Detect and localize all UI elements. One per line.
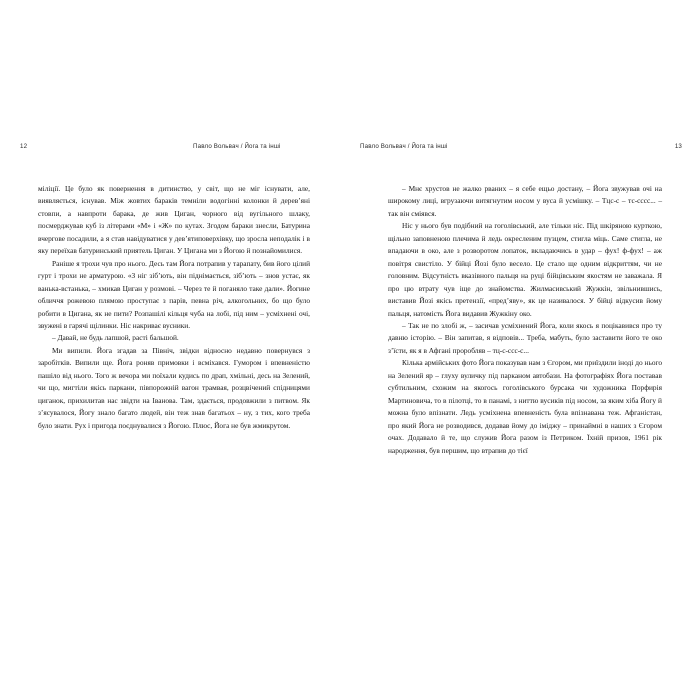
paragraph: – Мнє хрустов не жалко рваних – я себе ещьо достану, – Йога звужував очі на широкому лиці, вгрузаючи витягнутим носом у вуса й усмішку. – Тцс-с – тс-cccc... – так він сміявся.	[388, 184, 662, 218]
running-head-left: Павло Вольвач / Йога та інші	[193, 143, 281, 150]
page-number-right: 13	[674, 143, 682, 150]
paragraph: міліції. Це було як повернення в дитинство, у світ, що не міг існувати, але, виявляється, існував. Між жовтих бараків темніли водогінні колонки й дерев’яні стовпи, а навпроти барака, де жив Циган, чорного від вугільного шлаку, посмерджував куб із літерами «М» і «Ж» по кутах. Згодом бараки знесли, Батурина вчергове посадили, а я став навідуватися у дев’ятиповерхівку, що зросла неподалік і в яку переїхав батуринський приятель Циган. У Цигана ми з Йогою й познайомилися.	[38, 184, 310, 256]
body-text-left	[38, 183, 310, 432]
paragraph: – Так не по злобі ж, – засичав усміхнений Йога, коли якось я поцікавився про ту давню історію. – Він запитав, я відповів... Треба, мабуть, було заставити його те око з’їсти, як я в Афгані проробляв – тц-с-ссс-с...	[388, 320, 662, 355]
running-head-right: Павло Вольвач / Йога та інші	[360, 143, 448, 150]
paragraph: Кілька армійських фото Йога показував нам з Єгором, ми приїздили іноді до нього на Зелений яр – глуху вуличку під парканом автобази. На фотографіях Йога поставав субтильним, схожим на якогось гоголівського бурсака чи художника Порфирія Мартиновича, то в пілотці, то в панамі, з ниттю вусиків під носом, за яким хіба Йогу й можна було впізнати. Ледь усміхнена впевненість була впізнавана теж. Афганістан, про який Йога не розводився, додавав йому до іміджу – принаймні в наших з Єгором очах. Додавало й те, що служив Йога разом із Петриком. Їхній призов, 1961 рік народження, був першим, що втрапив до тієї	[388, 358, 662, 455]
paragraph: Ніс у нього був подібний на гоголівський, але тільки ніс. Під шкіряною курткою, щільно заповненою плечима й ледь окресленим пузцем, стигла міць. Саме стигла, не впадаючи в око, але з розворотом лопаток, вкладаючись в удар – фух! ф-фух! – аж повітря свистіло. У бійці Йозі було весело. Це стало ще одним відкриттям, чи не головним. Відсутність вказівного пальця на руці бійцівським якостям не заважала. Я про цю втрату чув іще до знайомства. Жилмасивський Жужкін, звільнившись, виставив Йозі якісь претензії, «пред’яву», як це називалося. У бійці відкусив йому пальця, натомість Йога видавив Жужкіну око.	[388, 221, 662, 318]
paragraph: Раніше я трохи чув про нього. Десь там Йога потрапив у тарапату, бив його цілий гурт і трохи не арматурою. «З ніг зіб’ють, він піднімається, зіб’ють – знов устає, як ванька-встанька, – хмикав Циган у розмові. – Через те й поганяло таке дали». Йогине обличчя рожевою плямою проступає з парів, певна річ, алкогольних, бо що було робити в Цигана, як не пити? Розпашілі кільця чуба на лобі, під ним – усміхнені очі, звужені в гарячі щілинки. Ніс накриває вусники.	[38, 258, 310, 330]
page-recto	[350, 0, 700, 700]
page-number-left: 12	[20, 143, 28, 150]
paragraph: – Давай, не будь лапшой, расті бальшой.	[52, 333, 179, 343]
body-text-right	[388, 183, 662, 457]
paragraph: Ми випили. Йога згадав за Північ, звідки відносно недавно повернувся з заробітків. Випили ще. Йога роняв примовки і всміхався. Гумором і впевненістю пашіло від нього. Того ж вечора ми поїхали кудись по драп, хмільні, десь на Зелений, чи що, мигтіли якісь паркани, півпорожній вагон трамвая, розцвічений спідницями циганок, прихилитав нас звідти на Іванова. Там, здається, продовжили з питвом. Як з’ясувалося, Йогу знало багато людей, він теж знав багатьох – ну, з тих, кого треба було знати. Рух і пригода поєднувалися з Йогою. Плюс, Йога не був жмикрутом.	[38, 345, 310, 430]
